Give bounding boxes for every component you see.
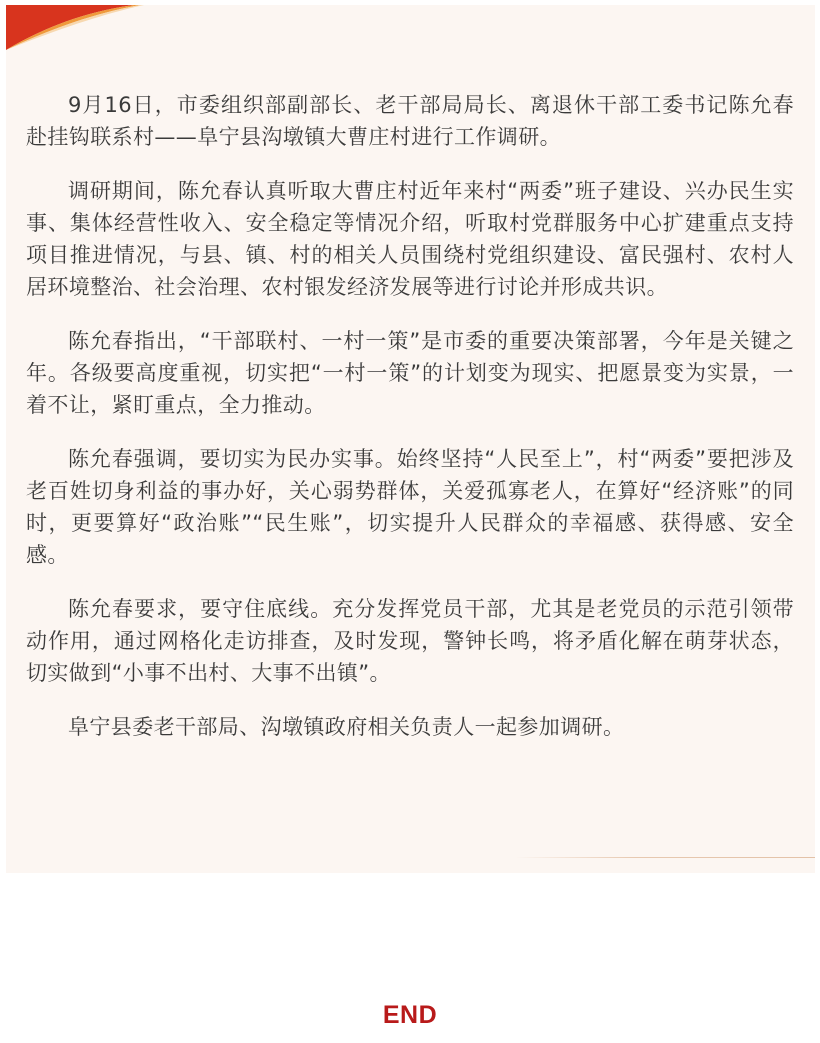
article-paragraph: 阜宁县委老干部局、沟墩镇政府相关负责人一起参加调研。 (68, 715, 625, 739)
corner-ribbon-decoration-icon (6, 5, 156, 50)
article-body (26, 89, 794, 765)
article-paragraph: 陈允春指出，“干部联村、一村一策”是市委的重要决策部署，今年是关键之年。各级要高度重视，切实把“一村一策”的计划变为现实、把愿景变为实景，一着不让，紧盯重点，全力推动。 (26, 329, 794, 417)
end-mark: END (382, 1001, 438, 1029)
article-paragraph: 陈允春强调，要切实为民办实事。始终坚持“人民至上”，村“两委”要把涉及老百姓切身利益的事办好，关心弱势群体，关爱孤寡老人，在算好“经济账”的同时，更要算好“政治账”“民生账”，切实提升人民群众的幸福感、获得感、安全感。 (26, 447, 794, 567)
article-card (6, 5, 815, 873)
article-paragraph: 陈允春要求，要守住底线。充分发挥党员干部，尤其是老党员的示范引领带动作用，通过网格化走访排查，及时发现，警钟长鸣，将矛盾化解在萌芽状态，切实做到“小事不出村、大事不出镇”。 (26, 597, 794, 685)
article-paragraph: 9月16日，市委组织部副部长、老干部局局长、离退休干部工委书记陈允春赴挂钩联系村——阜宁县沟墩镇大曹庄村进行工作调研。 (26, 93, 794, 149)
bottom-divider (515, 857, 815, 858)
article-paragraph: 调研期间，陈允春认真听取大曹庄村近年来村“两委”班子建设、兴办民生实事、集体经营性收入、安全稳定等情况介绍，听取村党群服务中心扩建重点支持项目推进情况，与县、镇、村的相关人员围绕村党组织建设、富民强村、农村人居环境整治、社会治理、农村银发经济发展等进行讨论并形成共识。 (26, 179, 794, 299)
